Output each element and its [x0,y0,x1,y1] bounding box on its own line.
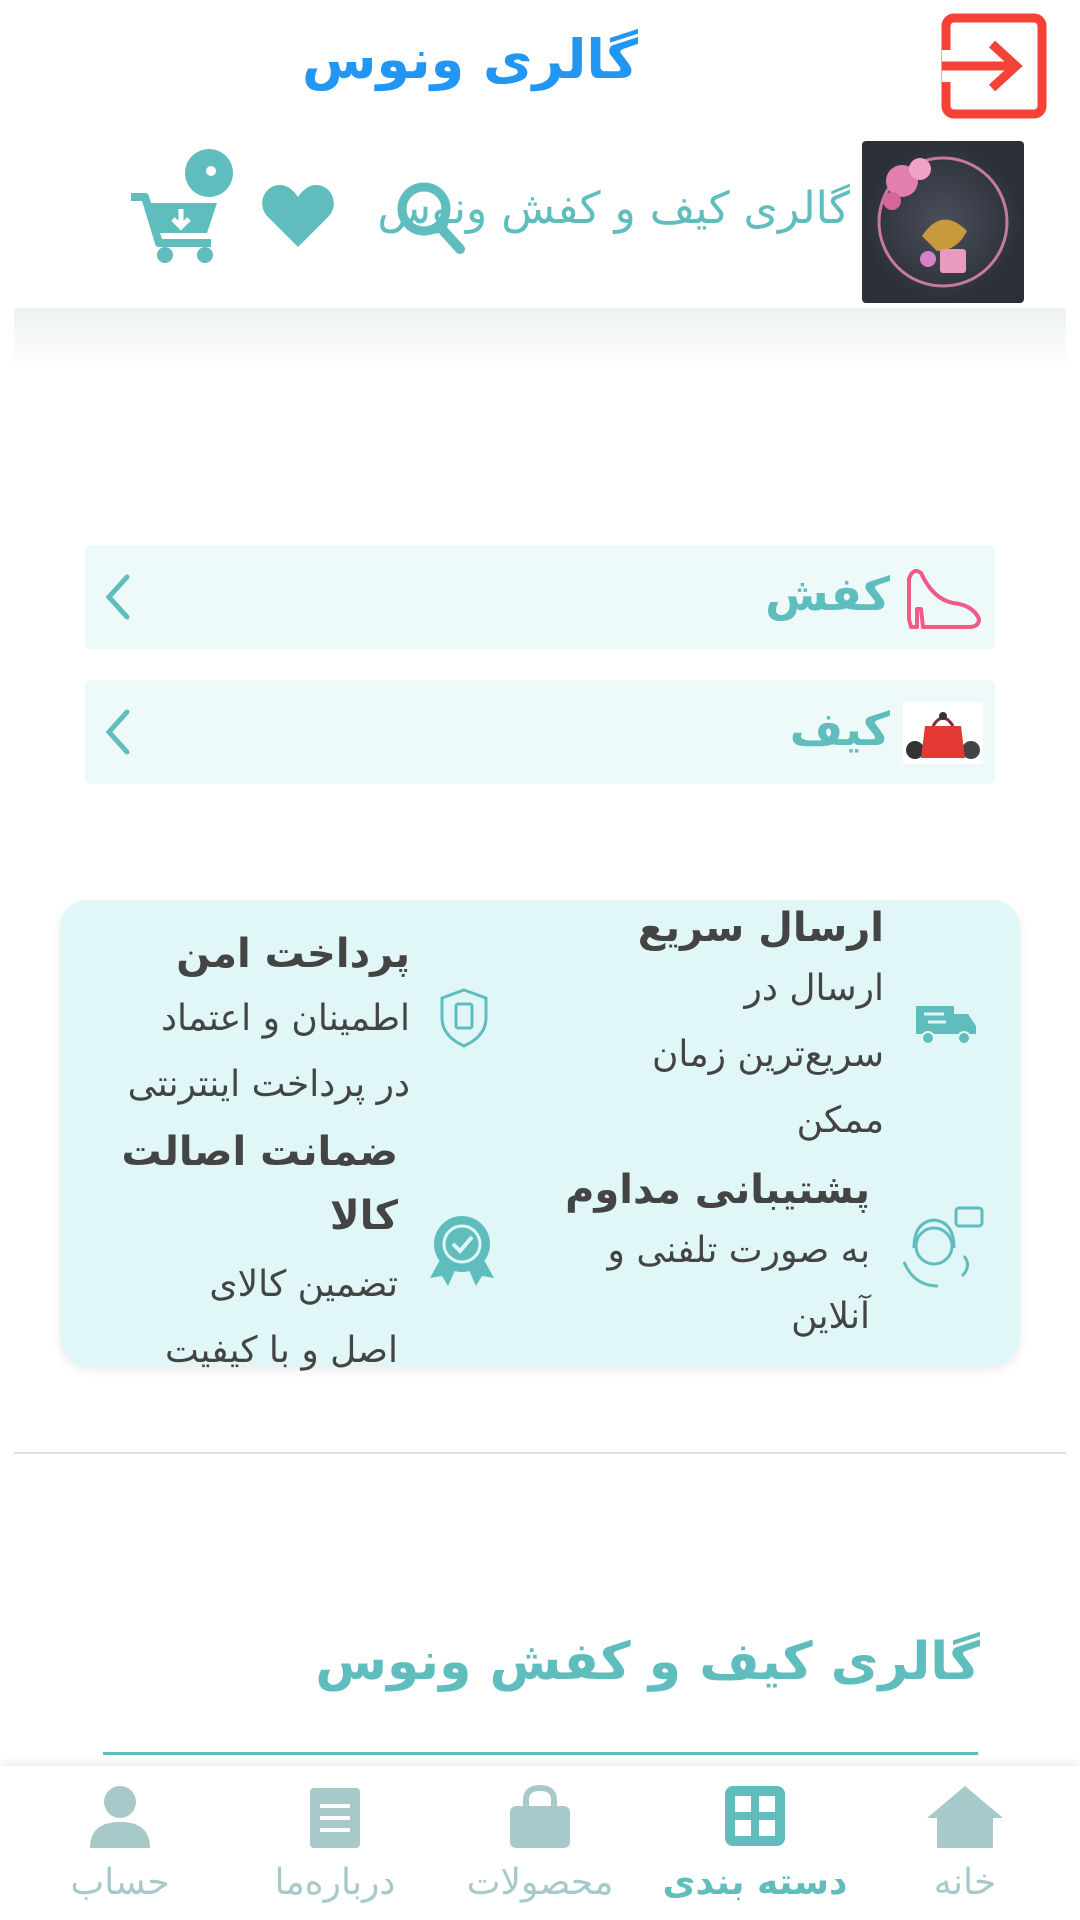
document-icon [308,1784,362,1850]
nav-item-products[interactable] [455,1766,625,1920]
shoe-icon [903,559,983,635]
nav-label-products: محصولات [466,1862,614,1903]
person-icon [88,1784,152,1848]
feature-title-authenticity: ضمانت اصالت کالا [121,1129,398,1239]
nav-label-about: درباره‌ما [274,1862,396,1903]
truck-icon [914,1000,978,1048]
section-divider [14,1452,1066,1454]
grid-icon [723,1784,787,1848]
bottom-nav [0,1766,1080,1920]
feature-text-secure-payment: اطمینان و اعتماد در پرداخت اینترنتی [127,998,410,1105]
feature-text-authenticity: تضمین کالای اصل و با کیفیت [165,1264,398,1371]
search-input[interactable]: گالری کیف و کفش ونوس [377,183,850,234]
nav-label-account: حساب [70,1862,170,1903]
feature-text-support: به صورت تلفنی و آنلاین [607,1230,870,1337]
chevron-left-icon [103,708,133,756]
features-box [60,900,1020,1371]
nav-item-categories[interactable] [660,1766,850,1920]
secure-payment-icon [438,988,490,1048]
header-row [0,135,1080,310]
login-button[interactable] [940,12,1048,120]
feature-title-support: پشتیبانی مداوم [565,1167,870,1213]
nav-item-account[interactable] [55,1766,185,1920]
wishlist-icon[interactable] [260,181,336,251]
feature-title-secure-payment: پرداخت امن [176,931,410,977]
app-title: گالری ونوس [301,28,639,91]
footer-title: گالری کیف و کفش ونوس [315,1632,980,1692]
nav-item-about[interactable] [260,1766,410,1920]
home-icon [925,1784,1005,1850]
nav-item-home[interactable] [900,1766,1030,1920]
category-item-shoes[interactable] [85,545,995,649]
guarantee-badge-icon [426,1212,498,1288]
feature-text-fast-delivery: ارسال در سریع‌ترین زمان ممکن [651,968,884,1141]
logo-image [862,141,1024,303]
cart-icon[interactable] [125,147,237,267]
bag-icon [508,1784,572,1850]
footer-underline [103,1752,978,1755]
login-icon [940,12,1048,120]
chevron-left-icon [103,573,133,621]
search-icon[interactable] [392,177,468,257]
support-icon [894,1206,984,1290]
category-item-bags[interactable] [85,680,995,784]
header-shadow [14,308,1066,368]
nav-label-categories: دسته بندی [662,1862,848,1903]
feature-title-fast-delivery: ارسال سریع [637,905,884,951]
category-label-shoes: کفش [765,567,890,621]
bag-category-icon [903,694,983,770]
nav-label-home: خانه [933,1862,997,1903]
store-logo[interactable] [862,141,1024,303]
category-label-bags: کیف [789,702,890,756]
